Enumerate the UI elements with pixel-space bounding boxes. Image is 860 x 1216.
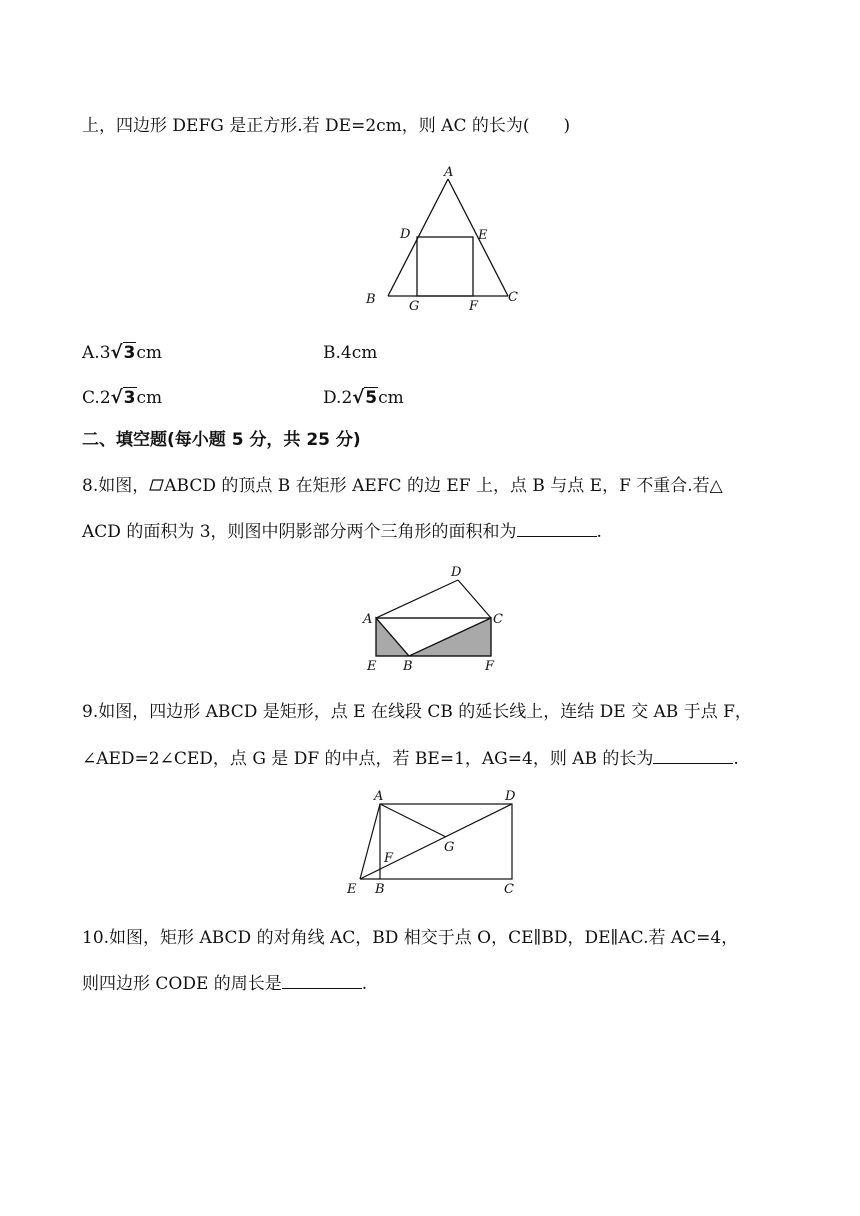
q7-option-d[interactable]: D.2√5cm [323,387,404,408]
q9-label-a: A [374,789,384,804]
q9-label-b: B [375,882,385,897]
q8-figure [360,563,510,673]
section2-title: 二、填空题(每小题 5 分，共 25 分) [82,430,361,450]
q7-label-a: A [444,165,454,180]
q7-option-c[interactable]: C.2√3cm [82,387,163,408]
q9-answer-blank[interactable] [653,746,733,764]
q8-line2: ACD 的面积为 3，则图中阴影部分两个三角形的面积和为 . [82,519,602,544]
q8-side-dc [458,580,491,618]
q9-label-d: D [505,789,516,804]
q8-label-b: B [403,659,413,674]
parallelogram-icon [149,480,164,491]
q7-stem: 上，四边形 DEFG 是正方形.若 DE=2cm，则 AC 的长为( ) [82,116,571,136]
q7-label-c: C [508,290,518,305]
q7-figure [360,160,540,320]
q10-answer-blank[interactable] [282,971,362,989]
q7-label-f: F [469,299,479,314]
q9-figure [340,785,530,900]
q7-label-g: G [409,299,420,314]
q9-label-g: G [444,840,455,855]
q9-line1: 9.如图，四边形 ABCD 是矩形，点 E 在线段 CB 的延长线上，连结 DE 交 AB 于点 F， [82,702,752,722]
q8-label-e: E [367,659,377,674]
q8-side-ad [376,580,458,618]
q8-label-a: A [363,612,373,627]
q7-square-defg [417,237,473,296]
q9-segment-ag [380,804,446,837]
q8-line1: 8.如图， ABCD 的顶点 B 在矩形 AEFC 的边 EF 上，点 B 与点 E，F 不重合.若△ [82,476,723,496]
q7-label-e: E [478,228,488,243]
q8-label-d: D [451,565,462,580]
q9-segment-de [360,804,512,879]
q7-option-a[interactable]: A.3√3cm [82,342,163,363]
q9-label-c: C [504,882,514,897]
q7-label-b: B [366,292,376,307]
q10-line1: 10.如图，矩形 ABCD 的对角线 AC，BD 相交于点 O，CE∥BD，DE∥AC.若 AC=4， [82,928,739,948]
q8-label-f: F [485,659,495,674]
q10-line2: 则四边形 CODE 的周长是 . [82,971,367,996]
q9-label-e: E [347,882,357,897]
q9-segment-ae [360,804,380,879]
q7-option-b[interactable]: B.4cm [323,343,378,363]
q8-answer-blank[interactable] [517,519,597,537]
q9-label-f: F [384,851,394,866]
q9-line2: ∠AED=2∠CED，点 G 是 DF 的中点，若 BE=1，AG=4，则 AB 的长为 . [82,746,739,771]
q7-label-d: D [400,227,411,242]
q8-label-c: C [493,612,503,627]
